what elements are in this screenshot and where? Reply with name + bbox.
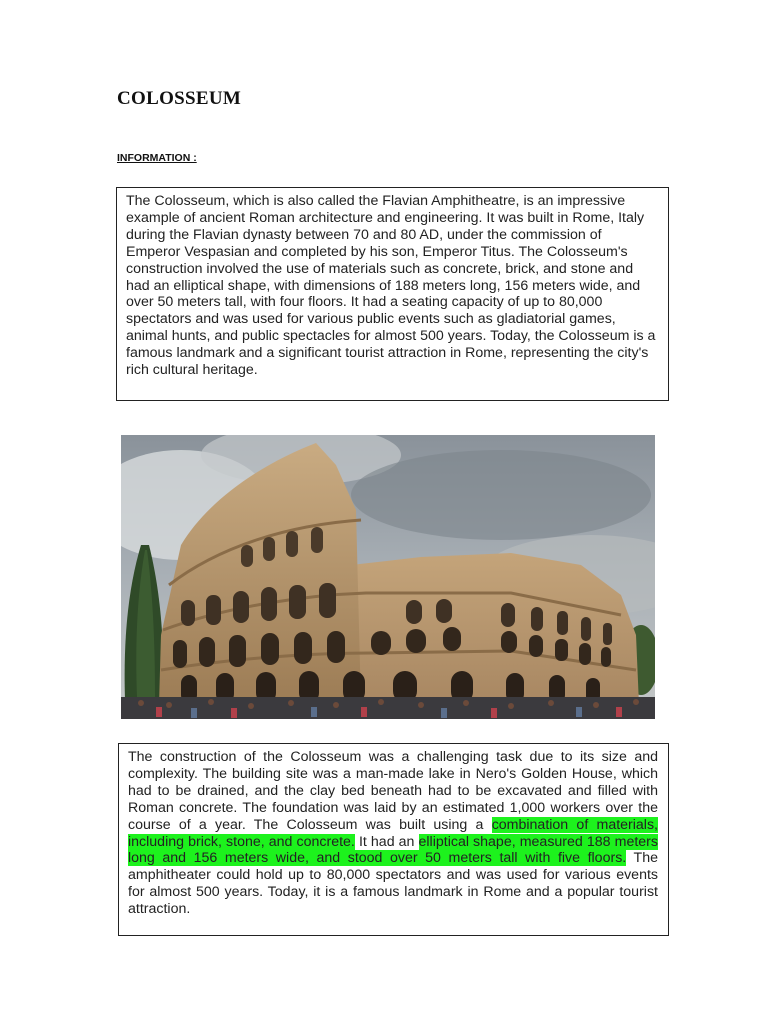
document-title: COLOSSEUM [117,88,242,109]
highlighted-dimensions: elliptical shape, measured 188 meters long and 156 meters wide, and stood over 50 meters tall with five floors. [128,833,658,867]
section-heading: INFORMATION : [117,152,197,164]
info-paragraph: The Colosseum, which is also called the Flavian Amphitheatre, is an impressive example of ancient Roman architecture and engineering. It was built in Rome, Italy during the Flavian dynasty between 70 and 80 AD, under the commission of Emperor Vespasian and completed by his son, Emperor Titus. The Colosseum's construction involved the use of materials such as concrete, brick, and stone and had an elliptical shape, with dimensions of 188 meters long, 156 meters wide, and over 50 meters tall, with four floors. It had a seating capacity of up to 80,000 spectators and was used for various public events such as gladiatorial games, animal hunts, and public spectacles for almost 500 years. Today, the Colosseum is a famous landmark and a significant tourist attraction in Rome, representing the city's rich cultural heritage. [126,193,656,379]
construction-text-2: It had an [354,833,419,850]
construction-text-box [118,743,669,936]
highlighted-materials: combination of materials, including brick, stone, and concrete. [128,816,658,850]
info-text-box [116,187,669,401]
colosseum-photo [121,435,655,719]
construction-text-1: The construction of the Colosseum was a challenging task due to its size and complexity. The building site was a man-made lake in Nero's Golden House, which had to be drained, and the clay bed beneath had to be excavated and filled with Roman concrete. The foundation was laid by an estimated 1,000 workers over the course of a year. The Colosseum was built using a [128,749,658,833]
construction-text-3: The amphitheater could hold up to 80,000 spectators and was used for various events for almost 500 years. Today, it is a famous landmark in Rome and a popular tourist attraction. [128,850,658,918]
